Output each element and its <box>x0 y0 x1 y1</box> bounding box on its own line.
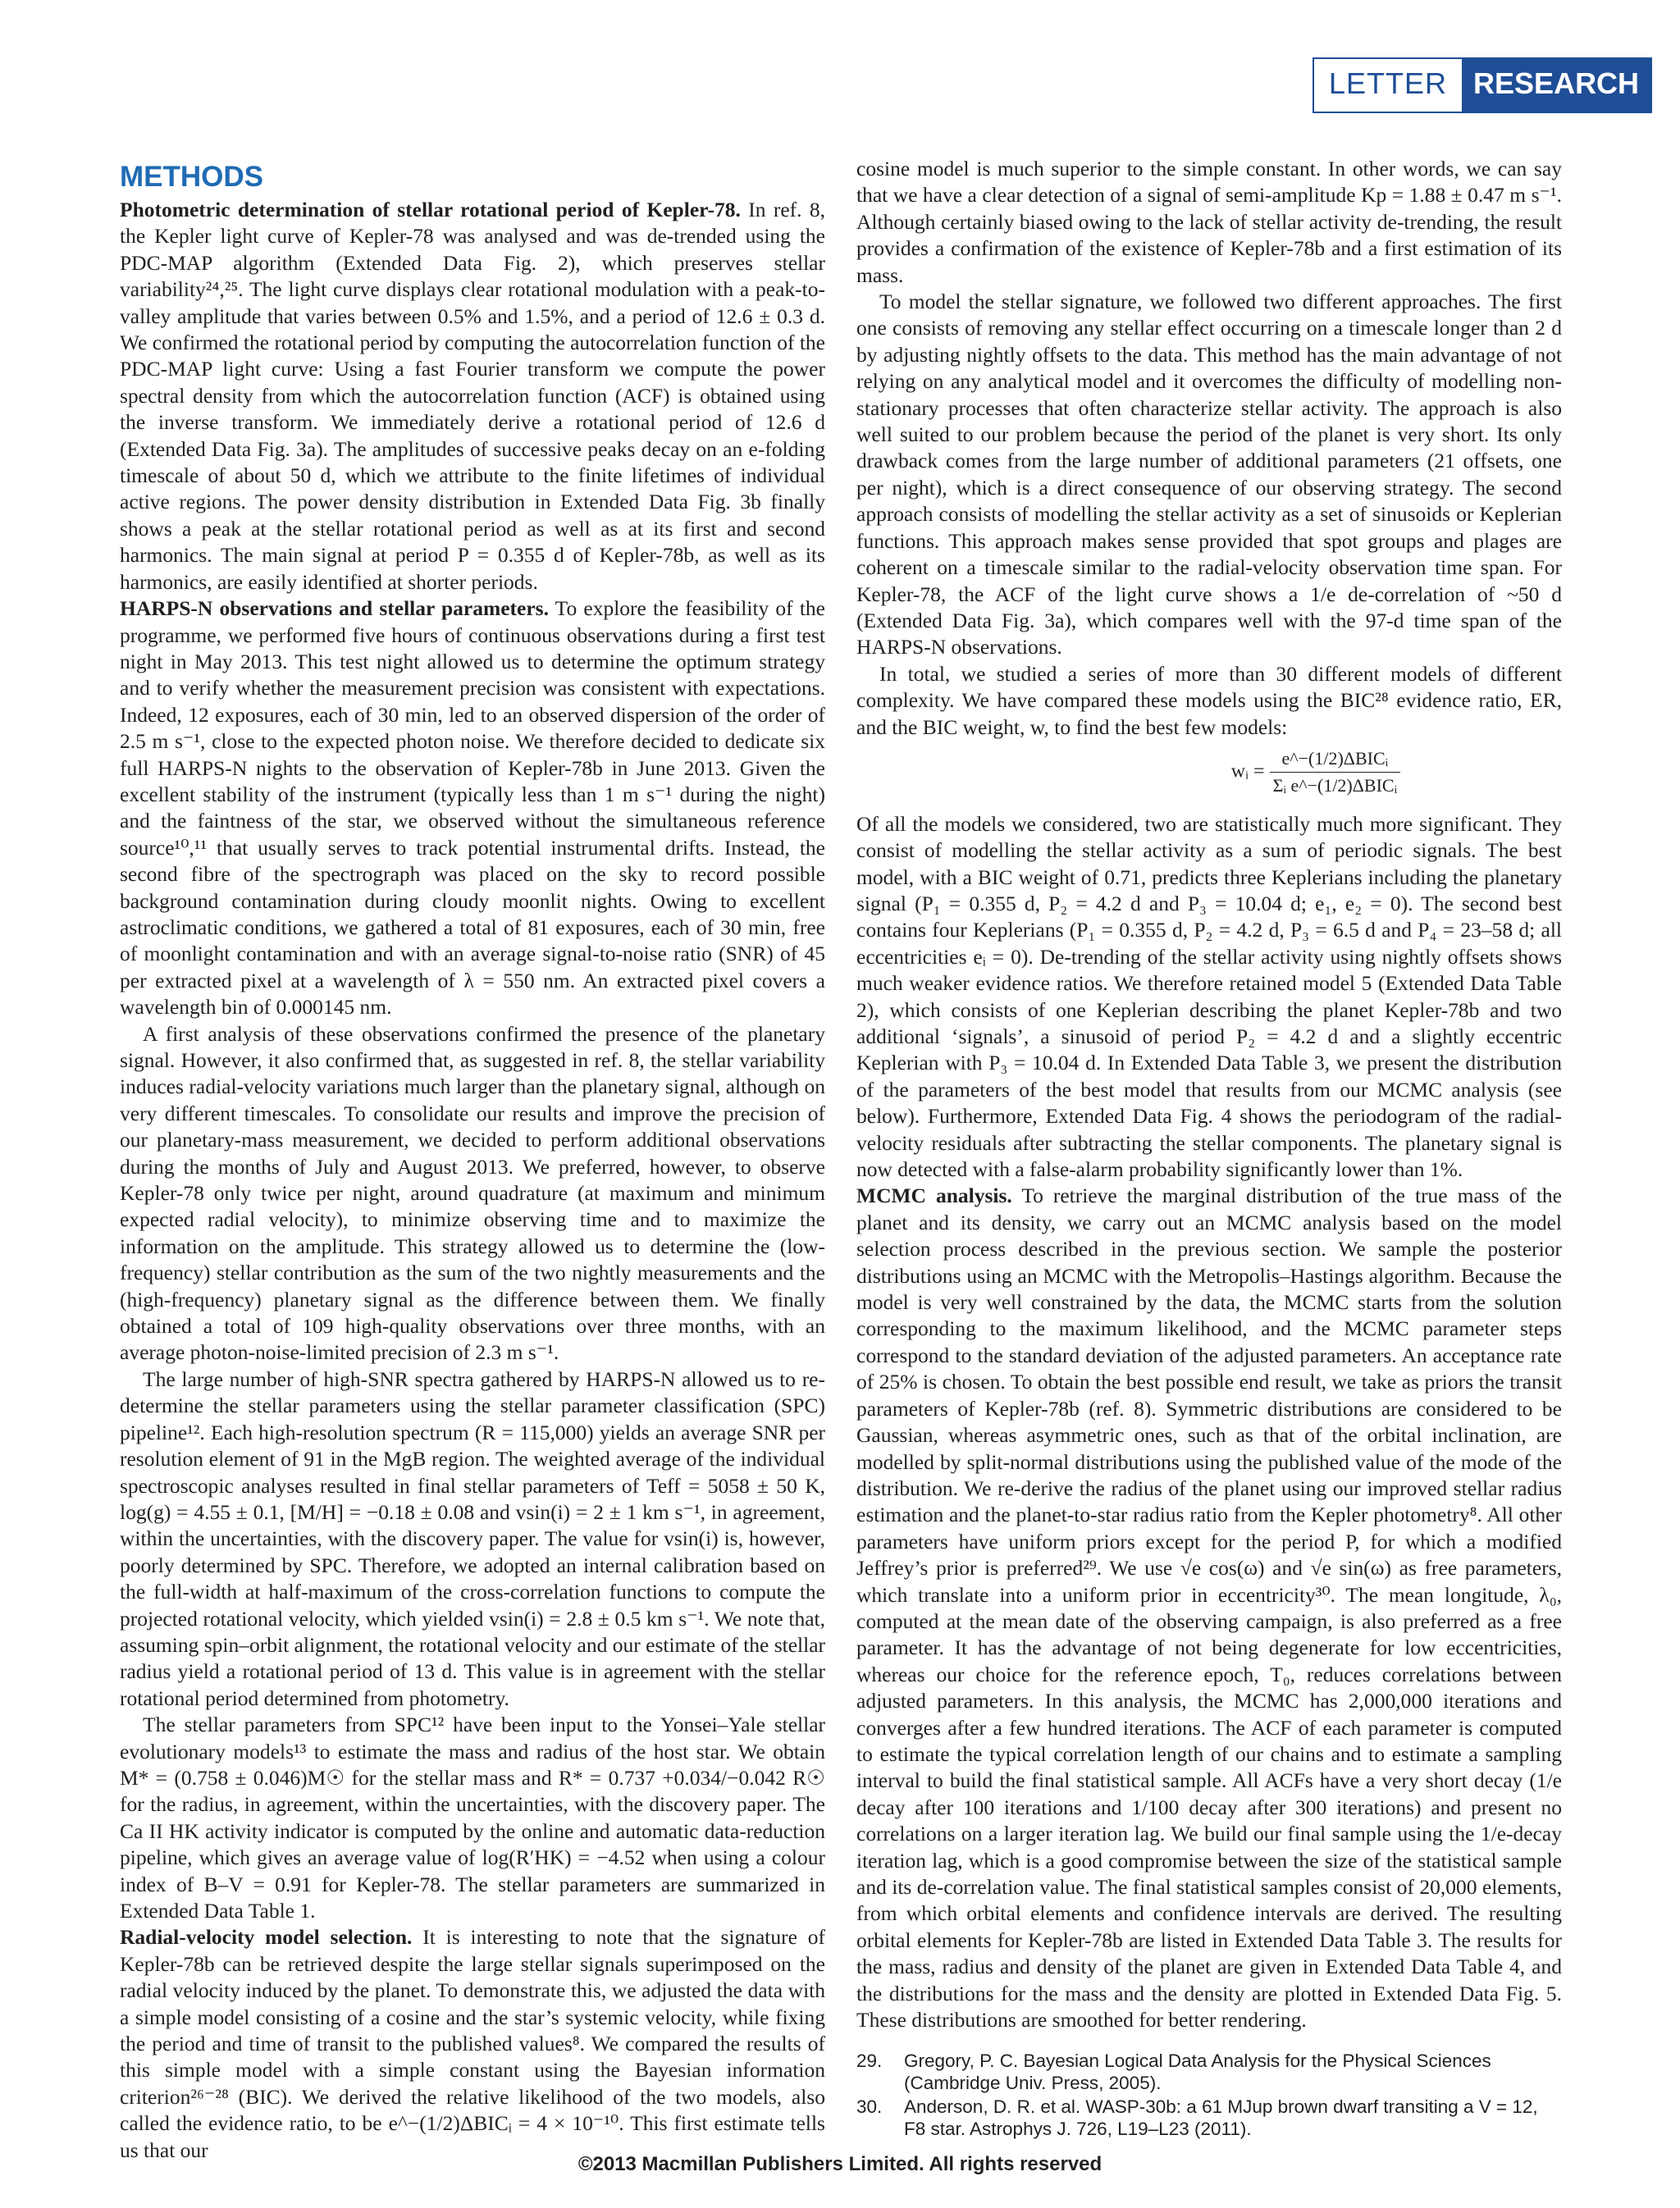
bic-weight-equation <box>1070 746 1562 800</box>
paragraph-text: To model the stellar signature, we followed two different approaches. The first one consists of removing any stellar effect occurring on a timescale longer than 2 d by adjusting nightly offsets to the data. This method has the main advantage of not relying on any analytical model and it overcomes the difficulty of modelling non-stationary processes that often characterize stellar activity. The approach is also well suited to our problem because the period of the planet is very short. Its only drawback comes from the large number of additional parameters (21 offsets, one per night), which is a direct consequence of our observing strategy. The second approach consists of modelling the stellar activity as a set of sinusoids or Keplerian functions. This approach makes sense provided that spot groups and plages are coherent on a timescale similar to the radial-velocity observation time span. For Kepler-78, the ACF of the light curve shows a 1/e de-correlation of ~50 d (Extended Data Fig. 3a), which compares well with the 97-d time span of the HARPS-N observations. <box>856 290 1562 659</box>
body-paragraph <box>856 811 1562 1184</box>
body-paragraph <box>120 1924 825 2164</box>
reference-text: Anderson, D. R. et al. WASP-30b: a 61 MJup brown dwarf transiting a V = 12, F8 star. Astrophys J. 726, L19–L23 (2011). <box>904 2096 1538 2140</box>
methods-heading: METHODS <box>120 161 263 193</box>
section-research-label: RESEARCH <box>1462 59 1650 112</box>
paragraph-text: It is interesting to note that the signature of Kepler-78b can be retrieved despite the large stellar signals superimposed on the radial velocity induced by the planet. To demonstrate this, we adjusted the data with a simple model consisting of a cosine and the star’s systemic velocity, while fixing the period and time of transit to the published values⁸. We compared the results of this simple model with a simple constant using the Bayesian information criterion²⁶⁻²⁸ (BIC). We derived the relative likelihood of the two models, also called the evidence ratio, to be e^−(1/2)ΔBICᵢ = 4 × 10⁻¹⁰. This first estimate tells us that our <box>120 1925 825 2162</box>
paragraph-text: In ref. 8, the Kepler light curve of Kepler-78 was analysed and was de-trended using the PDC-MAP algorithm (Extended Data Fig. 2), which preserves stellar variability²⁴,²⁵. The light curve displays clear rotational modulation with a peak-to-valley amplitude that varies between 0.5% and 1.5%, and a period of 12.6 ± 0.3 d. We confirmed the rotational period by computing the autocorrelation function of the PDC-MAP light curve: Using a fast Fourier transform we compute the power spectral density from which the autocorrelation function (ACF) is obtained using the inverse transform. We immediately derive a rotational period of 12.6 d (Extended Data Fig. 3a). The amplitudes of successive peaks decay on an e-folding timescale of about 50 d, which we attribute to the finite lifetimes of individual active regions. The power density distribution in Extended Data Fig. 3b finally shows a peak at the stellar rotational period as well as at its first and second harmonics. The main signal at period P = 0.355 d of Kepler-78b, as well as its harmonics, are easily identified at shorter periods. <box>120 198 825 594</box>
equation-numerator: e^−(1/2)ΔBICᵢ <box>1270 746 1401 773</box>
paragraph-text: To explore the feasibility of the programme, we performed five hours of continuous observations during a first test night in May 2013. This test night allowed us to determine the optimum strategy and to verify whether the measurement precision was consistent with expectations. Indeed, 12 exposures, each of 30 min, led to an observed dispersion of the order of 2.5 m s⁻¹, close to the expected photon noise. We therefore decided to dedicate six full HARPS-N nights to the observation of Kepler-78b in June 2013. Given the excellent stability of the instrument (typically less than 1 m s⁻¹ during the night) and the faintness of the star, we observed without the simultaneous reference source¹⁰,¹¹ that usually serves to track potential instrumental drifts. Instead, the second fibre of the spectrograph was placed on the sky to record possible background contamination during cloudy moonlit nights. Owing to excellent astroclimatic conditions, we gathered a total of 81 exposures, each of 30 min, free of moonlight contamination and with an average signal-to-noise ratio (SNR) of 45 per extracted pixel at a wavelength of λ = 550 nm. An extracted pixel covers a wavelength bin of 0.000145 nm. <box>120 596 825 1020</box>
paragraph-text: cosine model is much superior to the simple constant. In other words, we can say that we have a clear detection of a signal of semi-amplitude Kp = 1.88 ± 0.47 m s⁻¹. Although certainly biased owing to the lack of stellar activity de-trending, the result provides a confirmation of the existence of Kepler-78b and a first estimation of its mass. <box>856 157 1562 287</box>
body-paragraph <box>856 156 1562 289</box>
reference-item <box>856 2096 1562 2140</box>
copyright-footer: ©2013 Macmillan Publishers Limited. All rights reserved <box>578 2153 1102 2175</box>
run-in-heading: MCMC analysis. <box>856 1184 1012 1208</box>
reference-number: 29. <box>856 2051 883 2072</box>
paragraph-text: The large number of high-SNR spectra gathered by HARPS-N allowed us to re-determine the stellar parameters using the stellar parameter classification (SPC) pipeline¹². Each high-resolution spectrum (R = 115,000) yields an average SNR per resolution element of 91 in the MgB region. The weighted average of the individual spectroscopic analyses resulted in final stellar parameters of Teff = 5058 ± 50 K, log(g) = 4.55 ± 0.1, [M/H] = −0.18 ± 0.08 and vsin(i) = 2 ± 1 km s⁻¹, in agreement, within the uncertainties, with the discovery paper. The value for vsin(i) is, however, poorly determined by SPC. Therefore, we adopted an internal calibration based on the full-width at half-maximum of the cross-correlation functions to compute the projected rotational velocity, which yielded vsin(i) = 2.8 ± 0.5 km s⁻¹. We note that, assuming spin–orbit alignment, the rotational velocity and our estimate of the stellar radius yield a rotational period of 13 d. This value is in agreement with the stellar rotational period determined from photometry. <box>120 1366 825 1710</box>
left-column <box>120 162 825 2164</box>
body-paragraph <box>120 197 825 595</box>
body-paragraph <box>856 661 1562 741</box>
reference-item <box>856 2050 1562 2094</box>
paragraph-text: Of all the models we considered, two are statistically much more significant. They consist of modelling the stellar activity as a sum of periodic signals. The best model, with a BIC weight of 0.71, predicts three Keplerians including the planetary signal (P₁ = 0.355 d, P₂ = 4.2 d and P₃ = 10.04 d; e₁, e₂ = 0). The second best contains four Keplerians (P₁ = 0.355 d, P₂ = 4.2 d, P₃ = 6.5 d and P₄ = 23–58 d; all eccentricities eᵢ = 0). De-trending of the stellar activity using nightly offsets shows much weaker evidence ratios. We therefore retained model 5 (Extended Data Table 2), which consists of one Keplerian describing the planet Kepler-78b and two additional ‘signals’, a sinusoid of period P₂ = 4.2 d and a slightly eccentric Keplerian with P₃ = 10.04 d. In Extended Data Table 3, we present the distribution of the parameters of the best model that results from our MCMC analysis (see below). Furthermore, Extended Data Fig. 4 shows the periodogram of the radial-velocity residuals after subtracting the stellar components. The planetary signal is now detected with a false-alarm probability significantly lower than 1%. <box>856 811 1562 1182</box>
equation-denominator: Σᵢ e^−(1/2)ΔBICᵢ <box>1272 775 1398 796</box>
equation-lhs: wᵢ = <box>1230 760 1265 782</box>
paragraph-text: In total, we studied a series of more than 30 different models of different complexity. We have compared these models using the BIC²⁸ evidence ratio, ER, and the BIC weight, w, to find the best few models: <box>856 661 1562 739</box>
right-column <box>856 156 1562 2142</box>
reference-list <box>856 2050 1562 2140</box>
paragraph-text: The stellar parameters from SPC¹² have been input to the Yonsei–Yale stellar evolutionary models¹³ to estimate the mass and radius of the host star. We obtain M* = (0.758 ± 0.046)M☉ for the stellar mass and R* = 0.737 +0.034/−0.042 R☉ for the radius, in agreement, within the uncertainties, with the discovery paper. The Ca II HK activity indicator is computed by the online and automatic data-reduction pipeline, which gives an average value of log(R′HK) = −4.52 when using a colour index of B–V = 0.91 for Kepler-78. The stellar parameters are summarized in Extended Data Table 1. <box>120 1713 825 1923</box>
body-paragraph <box>120 595 825 1021</box>
run-in-heading: Radial-velocity model selection. <box>120 1925 413 1950</box>
body-paragraph <box>856 289 1562 661</box>
journal-section-tag <box>1312 57 1652 113</box>
paragraph-text: To retrieve the marginal distribution of the true mass of the planet and its density, we carry out an MCMC analysis based on the model selection process described in the previous section. We sample the posterior distributions using an MCMC with the Metropolis–Hastings algorithm. Because the model is very well constrained by the data, the MCMC starts from the solution corresponding to the maximum likelihood, and the MCMC parameter steps correspond to the standard deviation of the adjusted parameters. An acceptance rate of 25% is chosen. To obtain the best possible end result, we take as priors the transit parameters of Kepler-78b (ref. 8). Symmetric distributions are considered to be Gaussian, whereas asymmetric ones, such as that of the orbital inclination, are modelled by split-normal distributions using the published value of the mode of the distribution. We re-derive the radius of the planet using our improved stellar radius estimation and the planet-to-star radius ratio from the Kepler photometry⁸. All other parameters have uniform priors except for the period P, for which a modified Jeffrey’s prior is preferred²⁹. We use √e cos(ω) and √e sin(ω) as free parameters, which translate into a uniform prior in eccentricity³⁰. The mean longitude, λ₀, computed at the mean date of the observing campaign, is also preferred as a free parameter. It has the advantage of not being degenerate for low eccentricities, whereas our choice for the reference epoch, T₀, reduces correlations between adjusted parameters. In this analysis, the MCMC has 2,000,000 iterations and converges after a few hundred iterations. The ACF of each parameter is computed to estimate the typical correlation length of our chains and to estimate a sampling interval to build the final statistical sample. All ACFs have a very short decay (1/e decay after 100 iterations and 1/100 decay after 300 iterations) and present no correlations on a larger iteration lag. We build our final sample using the 1/e-decay iteration lag, which is a good compromise between the size of the statistical sample and its de-correlation value. The final statistical samples consist of 20,000 elements, from which orbital elements and confidence intervals are derived. The resulting orbital elements for Kepler-78b are listed in Extended Data Table 3. The results for the mass, radius and density of the planet are given in Extended Data Table 4, and the distributions for the mass and the density are plotted in Extended Data Fig. 5. These distributions are smoothed for better rendering. <box>856 1184 1562 2032</box>
body-paragraph <box>120 1712 825 1924</box>
section-letter-label: LETTER <box>1314 59 1462 112</box>
run-in-heading: HARPS-N observations and stellar parameters. <box>120 596 549 621</box>
run-in-heading: Photometric determination of stellar rotational period of Kepler-78. <box>120 198 741 221</box>
body-paragraph <box>856 1183 1562 2033</box>
paragraph-text: A first analysis of these observations confirmed the presence of the planetary signal. However, it also confirmed that, as suggested in ref. 8, the stellar variability induces radial-velocity variations much larger than the planetary signal, although on very different timescales. To consolidate our results and improve the precision of our planetary-mass measurement, we decided to perform additional observations during the months of July and August 2013. We preferred, however, to observe Kepler-78 only twice per night, around quadrature (at maximum and minimum expected radial velocity), to minimize observing time and to maximize the information on the amplitude. This strategy allowed us to determine the (low-frequency) stellar contribution as the sum of the two nightly measurements and the (high-frequency) planetary signal as the difference between them. We finally obtained a total of 109 high-quality observations over three months, with an average photon-noise-limited precision of 2.3 m s⁻¹. <box>120 1021 825 1365</box>
reference-number: 30. <box>856 2096 883 2118</box>
body-paragraph <box>120 1021 825 1366</box>
body-paragraph <box>120 1366 825 1712</box>
reference-text: Gregory, P. C. Bayesian Logical Data Analysis for the Physical Sciences (Cambridge Univ. Press, 2005). <box>904 2051 1491 2094</box>
